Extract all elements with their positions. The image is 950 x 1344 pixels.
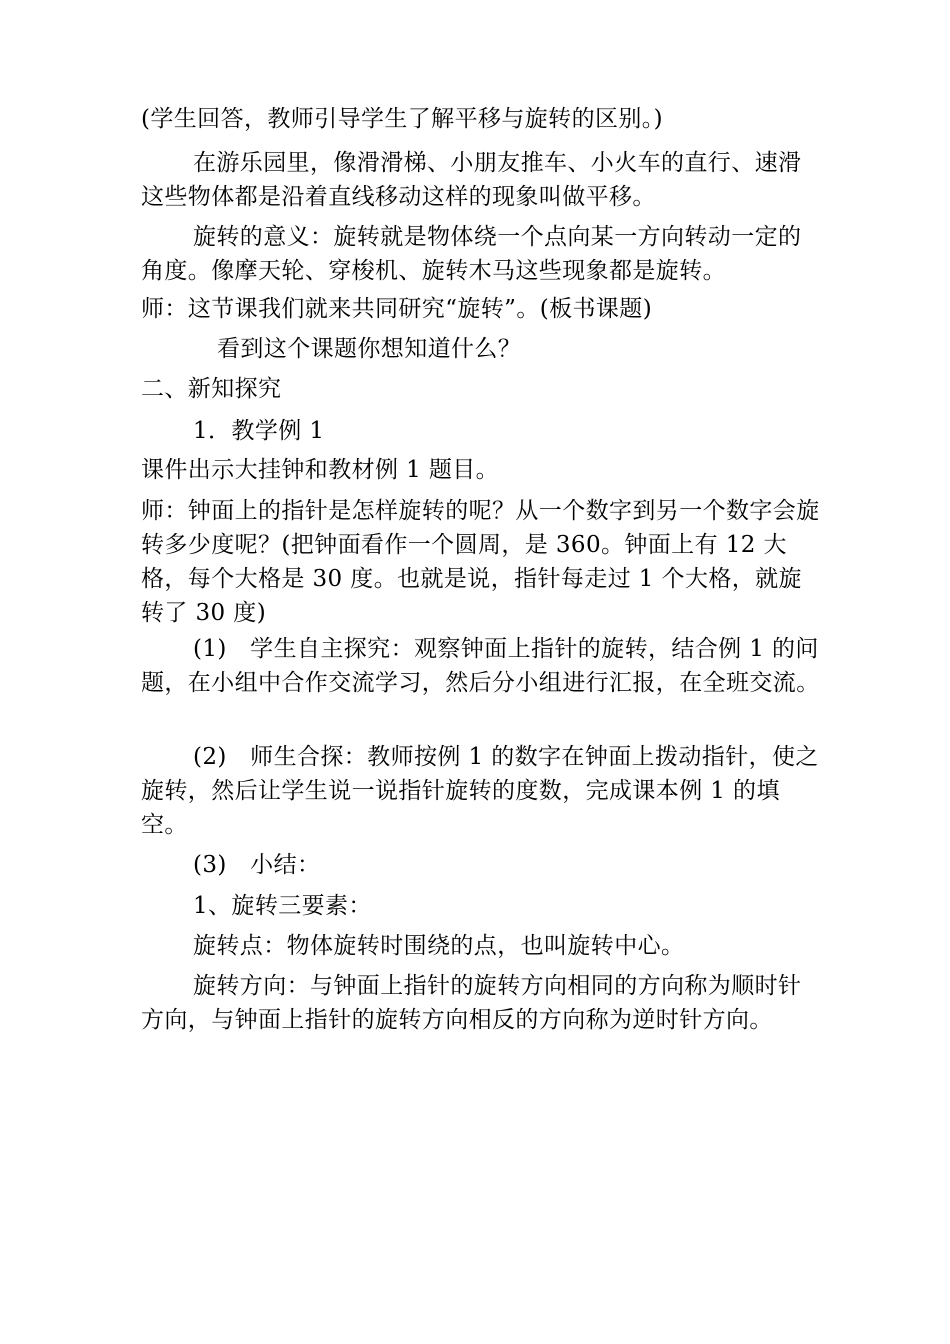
paragraph-step-2: (2) 师生合探：教师按例 1 的数字在钟面上拨动指针，使之旋转，然后让学生说一说指针旋转的度数，完成课本例 1 的填空。 xyxy=(141,744,819,838)
paragraph-rotation-meaning: 旋转的意义：旋转就是物体绕一个点向某一方向转动一定的角度。像摩天轮、穿梭机、旋转木马这些现象都是旋转。 xyxy=(141,224,802,284)
heading-three-elements: 1、旋转三要素： xyxy=(193,893,372,919)
paragraph-student-answer: (学生回答，教师引导学生了解平移与旋转的区别。) xyxy=(141,106,664,132)
paragraph-rotation-point: 旋转点：物体旋转时围绕的点，也叫旋转中心。 xyxy=(193,933,685,959)
paragraph-teacher-topic: 师：这节课我们就来共同研究“旋转”。(板书课题) xyxy=(141,296,653,322)
paragraph-step-1: (1) 学生自主探究：观察钟面上指针的旋转，结合例 1 的问题，在小组中合作交流学习，然后分小组进行汇报，在全班交流。 xyxy=(141,636,820,696)
paragraph-clock-question: 师：钟面上的指针是怎样旋转的呢？从一个数字到另一个数字会旋转多少度呢？(把钟面看作一个圆周，是 360。钟面上有 12 大格，每个大格是 30 度。也就是说，指针每走过 1 个大格，就旋转了 30 度) xyxy=(141,498,820,626)
paragraph-translation-example: 在游乐园里，像滑滑梯、小朋友推车、小火车的直行、速滑这些物体都是沿着直线移动这样的现象叫做平移。 xyxy=(141,150,802,210)
paragraph-question: 看到这个课题你想知道什么？ xyxy=(217,336,522,362)
paragraph-rotation-direction: 旋转方向：与钟面上指针的旋转方向相同的方向称为顺时针方向，与钟面上指针的旋转方向相反的方向称为逆时针方向。 xyxy=(141,973,802,1033)
paragraph-step-3: (3) 小结： xyxy=(193,852,321,878)
subheading-example-1: 1．教学例 1 xyxy=(193,418,325,444)
section-heading-new-knowledge: 二、新知探究 xyxy=(141,376,282,402)
paragraph-courseware: 课件出示大挂钟和教材例 1 题目。 xyxy=(141,457,500,483)
